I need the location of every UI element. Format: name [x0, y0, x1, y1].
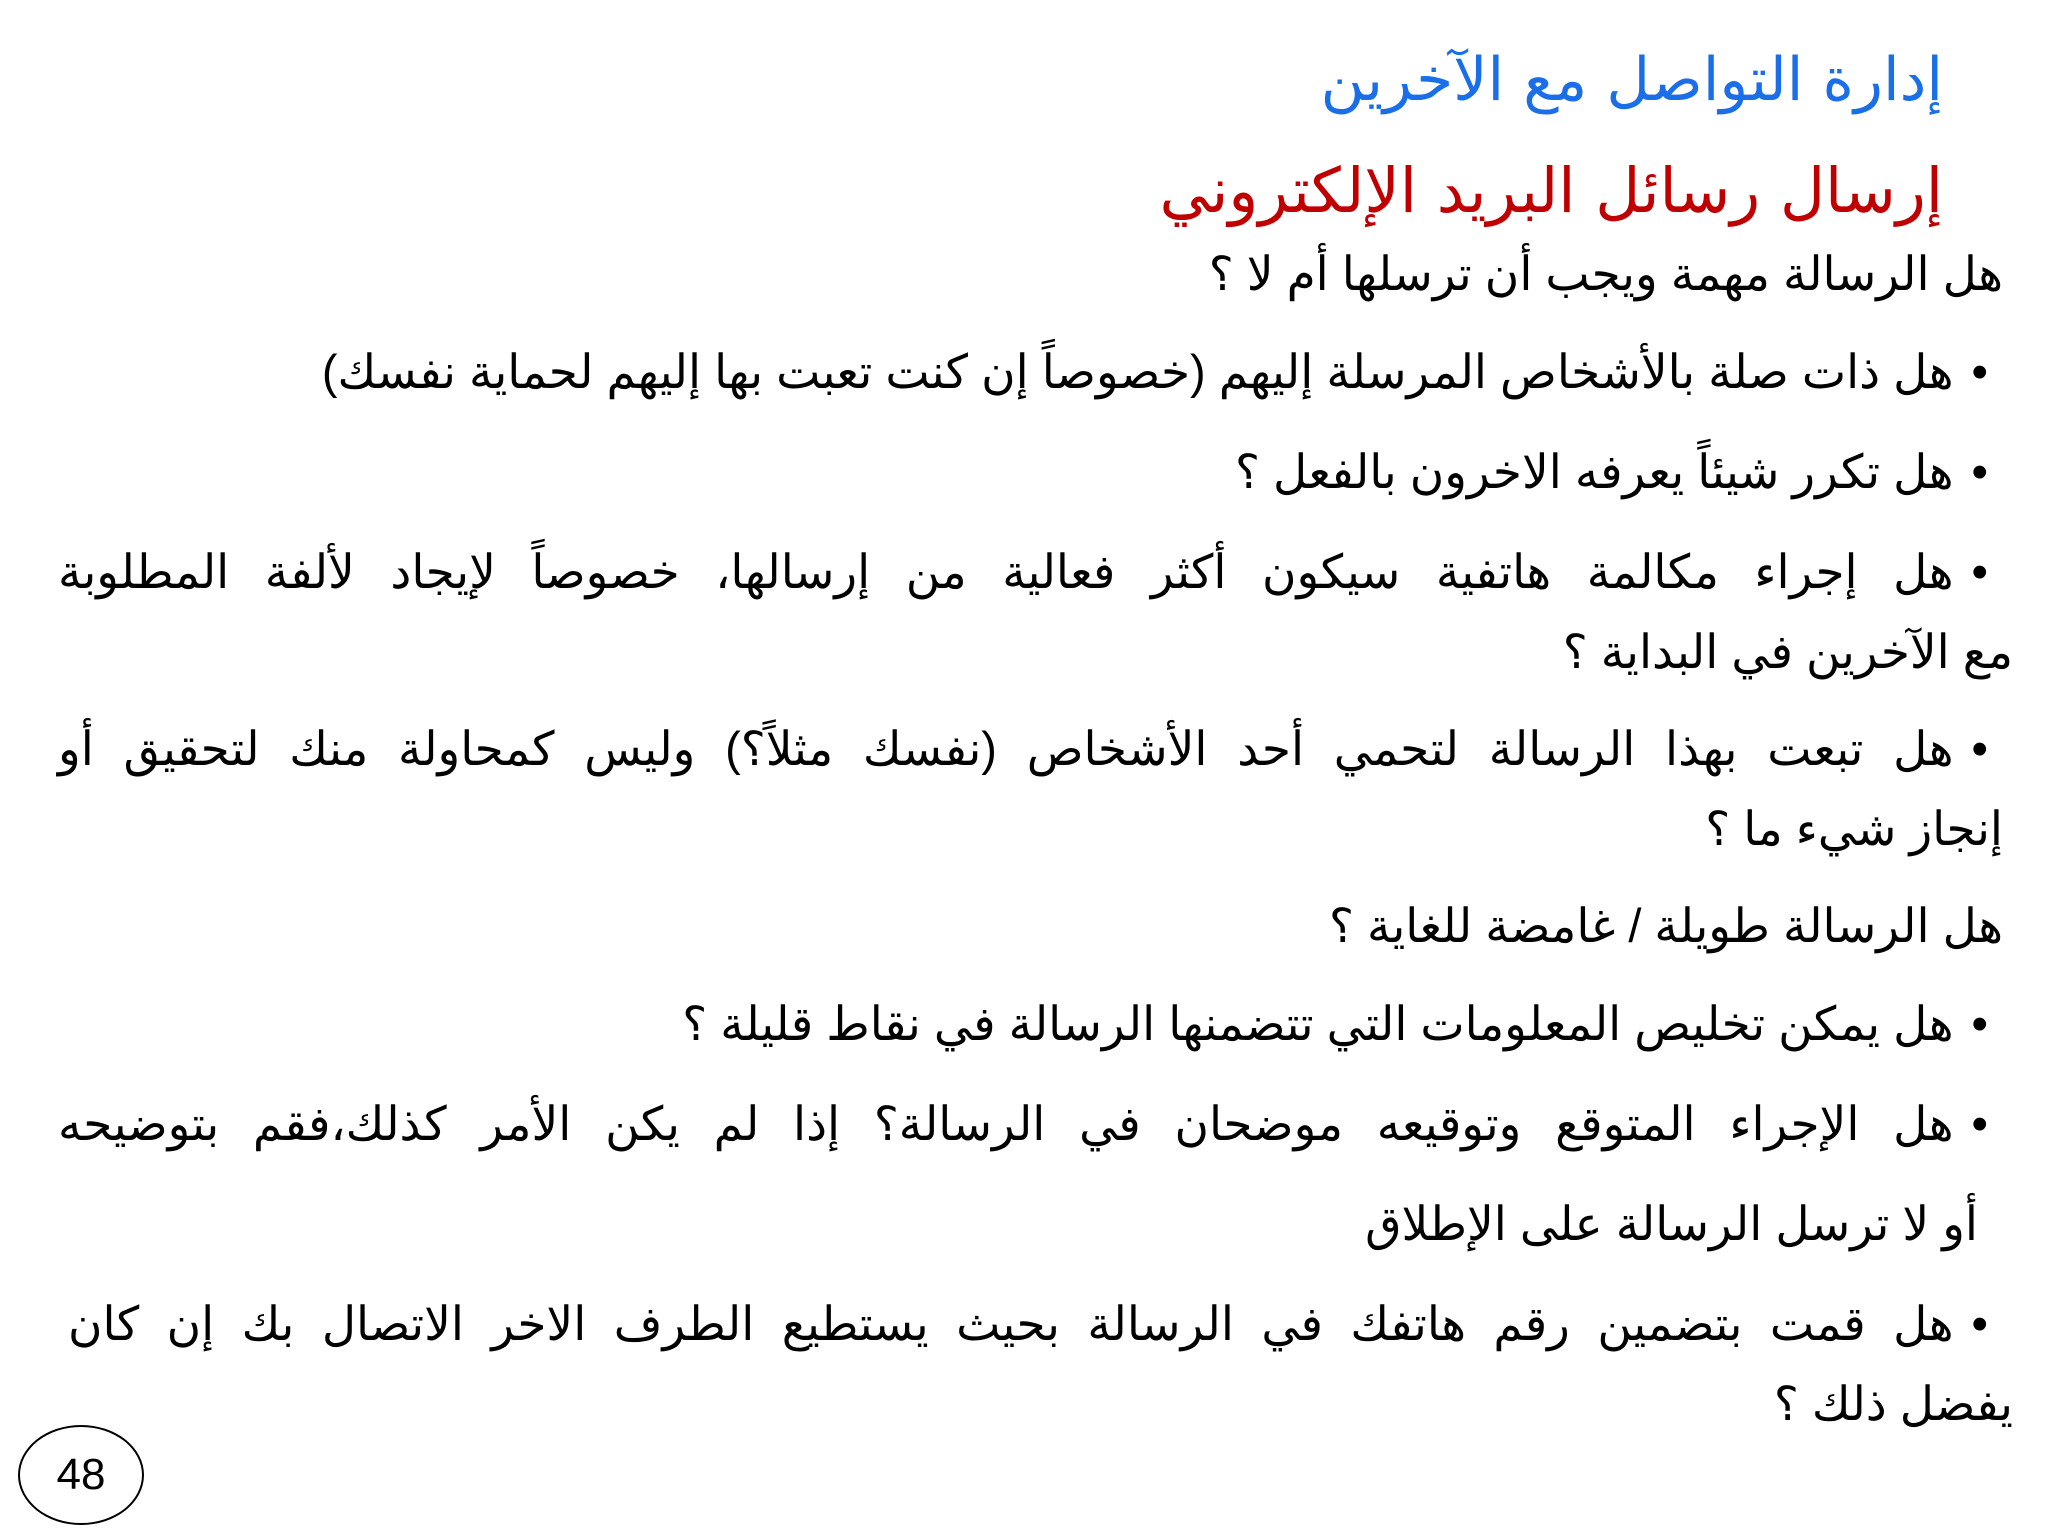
question-2: هل الرسالة طويلة / غامضة للغاية ؟	[1329, 899, 2003, 952]
bullet-2-text: هل تكرر شيئاً يعرفه الاخرون بالفعل ؟	[1234, 445, 1954, 498]
bullet-7-line-2: يفضل ذلك ؟	[1773, 1377, 2013, 1430]
bullet-2	[1235, 438, 1988, 506]
bullet-7-line-1	[68, 1290, 1988, 1358]
bullet-marker: •	[1971, 722, 1988, 775]
bullet-marker: •	[1971, 445, 1988, 498]
bullet-3-line-1	[58, 538, 1988, 606]
bullet-7-text-1: هل قمت بتضمين رقم هاتفك في الرسالة بحيث يستطيع الطرف الاخر الاتصال بك إن كان	[68, 1297, 1954, 1350]
page-number: 48	[18, 1425, 144, 1525]
bullet-marker: •	[1971, 997, 1988, 1050]
bullet-6-line-2: أو لا ترسل الرسالة على الإطلاق	[1365, 1197, 1978, 1250]
bullet-4-text-1: هل تبعت بهذا الرسالة لتحمي أحد الأشخاص (نفسك مثلاً؟) وليس كمحاولة منك لتحقيق أو	[58, 722, 1954, 775]
bullet-3-line-2: مع الآخرين في البداية ؟	[1562, 625, 2013, 678]
bullet-4-line-1	[58, 715, 1988, 783]
bullet-1	[322, 338, 1988, 406]
slide-title: إدارة التواصل مع الآخرين	[1320, 45, 1943, 115]
bullet-marker: •	[1971, 1297, 1988, 1350]
bullet-3-text-1: هل إجراء مكالمة هاتفية سيكون أكثر فعالية من إرسالها، خصوصاً لإيجاد لألفة المطلوبة	[58, 545, 1954, 598]
bullet-4-line-2: إنجاز شيء ما ؟	[1705, 802, 2003, 855]
bullet-marker: •	[1971, 1097, 1988, 1150]
slide-subtitle: إرسال رسائل البريد الإلكتروني	[1159, 154, 1943, 227]
bullet-1-text: هل ذات صلة بالأشخاص المرسلة إليهم (خصوصاً إن كنت تعبت بها إليهم لحماية نفسك)	[321, 345, 1954, 398]
bullet-5	[682, 990, 1988, 1058]
question-1: هل الرسالة مهمة ويجب أن ترسلها أم لا ؟	[1208, 247, 2003, 300]
bullet-6-text-1: هل الإجراء المتوقع وتوقيعه موضحان في الرسالة؟ إذا لم يكن الأمر كذلك،فقم بتوضيحه	[58, 1097, 1954, 1150]
bullet-6-line-1	[58, 1090, 1988, 1158]
bullet-5-text: هل يمكن تخليص المعلومات التي تتضمنها الرسالة في نقاط قليلة ؟	[682, 997, 1954, 1050]
bullet-marker: •	[1971, 545, 1988, 598]
bullet-marker: •	[1971, 345, 1988, 398]
